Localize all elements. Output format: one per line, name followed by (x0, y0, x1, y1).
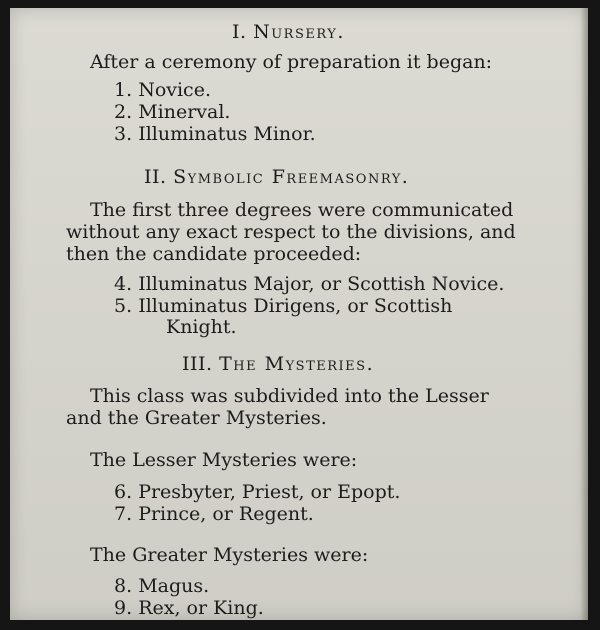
item-number: 5. (114, 295, 133, 317)
section-heading-the-mysteries (182, 354, 374, 374)
section-heading-symbolic-freemasonry (144, 167, 409, 187)
item-number: 3. (114, 123, 133, 145)
list-item-continuation: Knight. (166, 316, 237, 338)
section-intro-line: and the Greater Mysteries. (66, 407, 327, 429)
section-numeral: I. (232, 21, 247, 43)
item-text: Minerval. (138, 101, 231, 123)
item-number: 6. (114, 481, 133, 503)
section-intro-line: After a ceremony of preparation it began: (90, 51, 493, 73)
section-intro-line: then the candidate proceeded: (66, 243, 362, 265)
item-number: 8. (114, 575, 133, 597)
list-item (114, 102, 230, 122)
list-item (114, 274, 504, 294)
item-text: Rex, or King. (138, 597, 264, 619)
list-item (114, 482, 400, 502)
section-heading-nursery (232, 22, 345, 42)
item-text: Illuminatus Major, or Scottish Novice. (138, 273, 505, 295)
section-intro-line: The first three degrees were communicated (90, 199, 514, 221)
list-item (114, 504, 314, 524)
item-text: Illuminatus Minor. (138, 123, 316, 145)
book-page (10, 8, 588, 620)
item-text: Novice. (138, 79, 211, 101)
list-item (114, 80, 211, 100)
section-title: Nursery. (253, 21, 345, 43)
section-numeral: II. (144, 166, 167, 188)
item-number: 2. (114, 101, 133, 123)
list-item (114, 296, 452, 316)
section-title: The Mysteries. (219, 353, 375, 375)
list-item (114, 576, 209, 596)
section-intro-line: without any exact respect to the divisions, and (66, 221, 516, 243)
item-number: 7. (114, 503, 133, 525)
section-intro-line: This class was subdivided into the Lesser (90, 385, 489, 407)
item-text: Magus. (138, 575, 210, 597)
greater-mysteries-label: The Greater Mysteries were: (90, 544, 369, 566)
list-item (114, 598, 264, 618)
item-text: Presbyter, Priest, or Epopt. (138, 481, 401, 503)
section-numeral: III. (182, 353, 213, 375)
section-title: Symbolic Freemasonry. (173, 166, 410, 188)
item-text: Prince, or Regent. (138, 503, 314, 525)
item-number: 4. (114, 273, 133, 295)
item-number: 1. (114, 79, 133, 101)
list-item (114, 124, 316, 144)
item-text: Illuminatus Dirigens, or Scottish (138, 295, 453, 317)
lesser-mysteries-label: The Lesser Mysteries were: (90, 449, 358, 471)
item-number: 9. (114, 597, 133, 619)
